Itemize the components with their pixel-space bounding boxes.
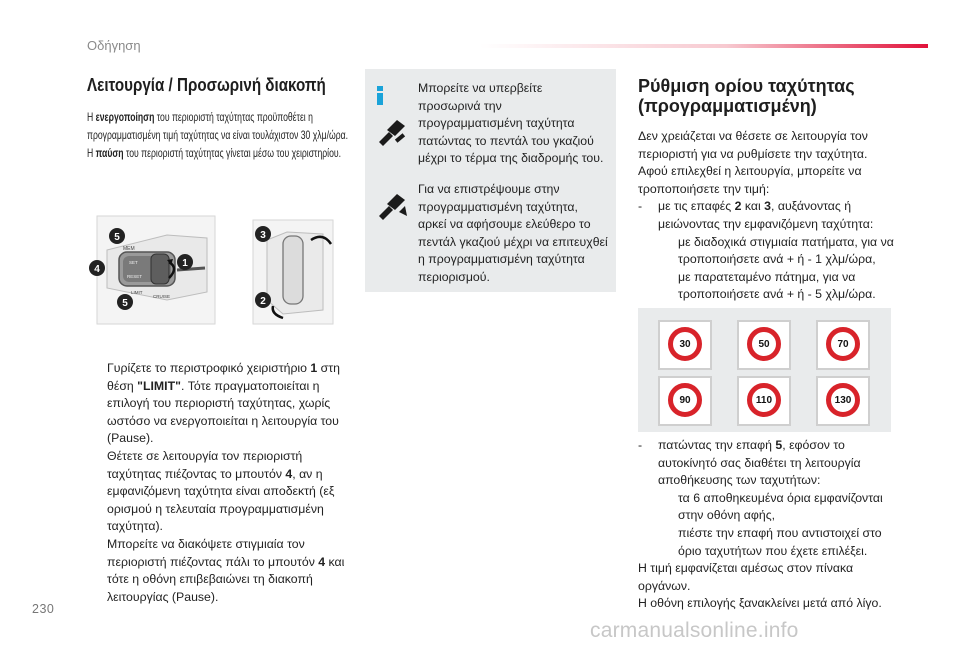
callout-1	[177, 254, 193, 270]
page-number: 230	[32, 602, 55, 616]
dash-item: - με τις επαφές 2 και 3, αυξάνοντας ή μειώνοντας την εμφανιζόμενη ταχύτητα: με διαδοχικά στιγμιαία πατήματα, για να τροποποιήσετε ανά + ή - 1 χλμ/ώρα, με παρατεταμένο πάτημα, για να τροποποιήσετε ανά + ή - 5 χλμ/ώρα.	[638, 198, 898, 304]
intro-paragraph	[87, 108, 349, 162]
closing-line-1: Η τιμή εμφανίζεται αμέσως στον πίνακα οργάνων.	[638, 561, 854, 593]
switch-label-set: SET	[129, 260, 138, 265]
switch-label-cruise: CRUISE	[153, 294, 171, 299]
memory-instructions	[638, 437, 900, 613]
speed-setting-body	[638, 128, 898, 304]
steering-control-illustration	[87, 210, 345, 330]
dash-glyph: -	[638, 199, 643, 214]
callout-5-top	[109, 228, 125, 244]
activation-steps-list	[87, 360, 355, 606]
info-paragraph-return: Για να επιστρέψουμε στην προγραμματισμένη ταχύτητα, αρκεί να αφήσουμε ελεύθερο το πεντάλ γκαζιού μέχρι να επιτευχθεί η προγραμματισμένη ταχύτητα περιορισμού.	[418, 182, 608, 284]
intro-line-2: προγραμματισμένη τιμή ταχύτητας να είναι τουλάχιστον 30 χλμ/ώρα.	[87, 128, 349, 142]
dash-item: - πατώντας την επαφή 5, εφόσον το αυτοκίνητό σας διαθέτει τη λειτουργία αποθήκευσης των ταχυτήτων: τα 6 αποθηκευμένα όρια εμφανίζονται στην οθόνη αφής, πιέστε την επαφή που αντιστοιχεί στο όριο ταχυτήτων που έχετε επιλέξει.	[638, 437, 900, 560]
operation-heading: Λειτουργία / Προσωρινή διακοπή	[87, 74, 326, 95]
info-icon	[373, 86, 387, 106]
step-item: Γυρίζετε το περιστροφικό χειριστήριο 1 στη θέση "LIMIT". Τότε πραγματοποιείται η επιλογή του περιοριστή ταχύτητας, χωρίς ωστόσο να ενεργοποιείται η λειτουργία του (Pause).	[107, 361, 340, 446]
callout-5-bottom	[117, 294, 133, 310]
sub-item: με παρατεταμένο πάτημα, για να τροποποιήσετε ανά + ή - 5 χλμ/ώρα.	[678, 269, 876, 302]
closing-line-2: Η οθόνη επιλογής ξανακλείνει μετά από λίγο.	[638, 596, 882, 611]
speed-sign-90[interactable]: 90	[658, 376, 712, 426]
callout-4	[89, 260, 105, 276]
cruise-stalk-drawing	[89, 216, 215, 324]
info-paragraph-override: Μπορείτε να υπερβείτε προσωρινά την προγραμματισμένη ταχύτητα πατώντας το πεντάλ του γκαζιού μέχρι το τέρμα της διαδρομής του.	[418, 81, 604, 166]
dash-glyph: -	[638, 438, 643, 452]
speed-sign-110[interactable]: 110	[737, 376, 791, 426]
svg-text:3: 3	[260, 230, 266, 241]
accelerator-pedal-icon	[375, 116, 409, 148]
sub-item: με διαδοχικά στιγμιαία πατήματα, για να τροποποιήσετε ανά + ή - 1 χλμ/ώρα,	[678, 234, 894, 267]
speed-sign-50[interactable]: 50	[737, 320, 791, 370]
svg-text:5: 5	[114, 232, 120, 243]
callout-3	[255, 226, 271, 242]
header-accent-bar	[480, 44, 928, 48]
speed-setting-intro: Δεν χρειάζεται να θέσετε σε λειτουργία τον περιοριστή για να ρυθμίσετε την ταχύτητα. Αφού επιλεχθεί η λειτουργία, μπορείτε να τροποποιήσετε την τιμή:	[638, 129, 868, 196]
speed-signs-panel	[638, 308, 891, 432]
speed-sign-130[interactable]: 130	[816, 376, 870, 426]
switch-label-mem: MEM	[123, 246, 135, 252]
svg-text:5: 5	[122, 298, 128, 309]
callout-2	[255, 292, 271, 308]
speed-setting-heading: Ρύθμιση ορίου ταχύτητας (προγραμματισμένη)	[638, 76, 855, 116]
switch-label-limit: LIMIT	[131, 290, 143, 295]
svg-text:2: 2	[260, 296, 266, 307]
svg-text:1: 1	[182, 258, 188, 269]
switch-label-reset: RESET	[127, 274, 143, 279]
speed-sign-70[interactable]: 70	[816, 320, 870, 370]
watermark-text: carmanualsonline.info	[590, 619, 799, 642]
intro-line-1: Η ενεργοποίηση του περιοριστή ταχύτητας προϋποθέτει η	[87, 110, 313, 124]
stalk-side-view-drawing	[253, 220, 333, 324]
accelerator-release-icon	[375, 190, 409, 222]
section-title: Οδήγηση	[87, 38, 141, 53]
svg-text:4: 4	[94, 264, 100, 275]
sub-item: τα 6 αποθηκευμένα όρια εμφανίζονται στην οθόνη αφής,	[678, 490, 883, 523]
step-item: Θέτετε σε λειτουργία τον περιοριστή ταχύτητας πιέζοντας το μπουτόν 4, αν η εμφανιζόμενη ταχύτητα είναι αποδεκτή (εξ ορισμού η τελευταία προγραμματισμένη ταχύτητα).	[107, 448, 335, 534]
intro-line-3: Η παύση του περιοριστή ταχύτητας γίνεται μέσω του χειριστηρίου.	[87, 146, 342, 160]
sub-item: πιέστε την επαφή που αντιστοιχεί στο όριο ταχυτήτων που έχετε επιλέξει.	[678, 525, 882, 558]
speed-sign-30[interactable]: 30	[658, 320, 712, 370]
step-item: Μπορείτε να διακόψετε στιγμιαία τον περιοριστή πιέζοντας πάλι το μπουτόν 4 και τότε η οθόνη επιβεβαιώνει τη διακοπή λειτουργίας (Pause).	[107, 536, 345, 604]
